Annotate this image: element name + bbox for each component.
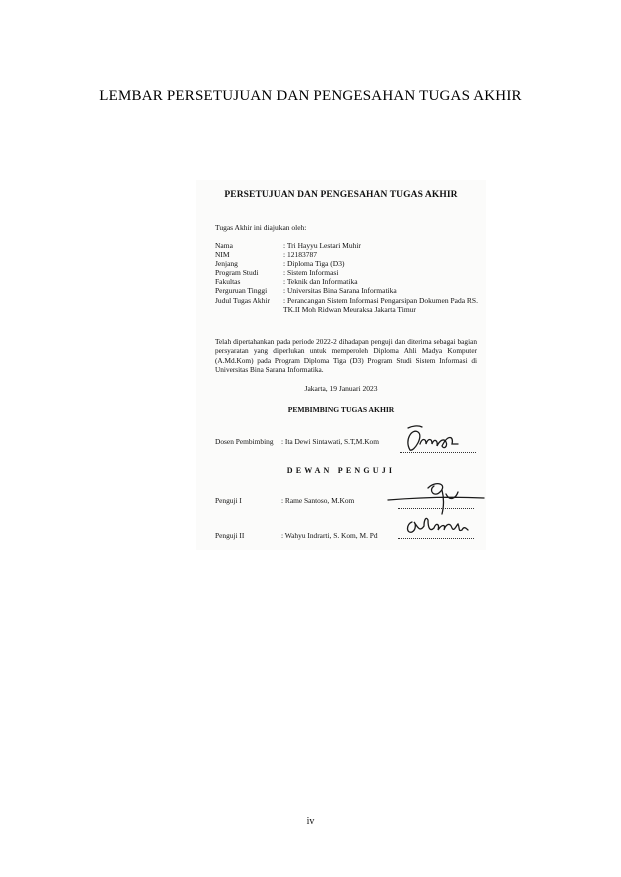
field-label: NIM <box>215 250 230 260</box>
advisor-value: : Ita Dewi Sintawati, S.T,M.Kom <box>281 437 379 446</box>
examiner-2-signature-icon <box>402 510 474 540</box>
page-heading: LEMBAR PERSETUJUAN DAN PENGESAHAN TUGAS AKHIR <box>99 88 522 104</box>
field-value: : 12183787 <box>283 250 317 260</box>
field-label: Perguruan Tinggi <box>215 286 268 296</box>
field-label: Nama <box>215 241 233 250</box>
page-number: iv <box>306 816 315 827</box>
examiner-label: Penguji II <box>215 531 245 540</box>
form-title: PERSETUJUAN DAN PENGESAHAN TUGAS AKHIR <box>224 190 458 200</box>
field-label: Jenjang <box>215 259 238 269</box>
field-value: : Universitas Bina Sarana Informatika <box>283 286 397 296</box>
field-label: Program Studi <box>215 268 259 278</box>
advisor-signature-line <box>400 452 476 453</box>
field-row-university <box>215 286 479 295</box>
examiner-value: : Wahyu Indrarti, S. Kom, M. Pd <box>281 531 378 540</box>
field-label: Judul Tugas Akhir <box>215 295 271 305</box>
field-label: Fakultas <box>215 277 241 287</box>
student-info-table <box>215 241 479 314</box>
examiner-value: : Rame Santoso, M.Kom <box>281 496 355 505</box>
examiner-2-signature-line <box>398 538 474 539</box>
advisor-label: Dosen Pembimbing <box>215 437 274 446</box>
advisor-signature-icon <box>400 422 464 460</box>
city-date: Jakarta, 19 Januari 2023 <box>304 384 378 393</box>
field-value: : Teknik dan Informatika <box>283 277 358 287</box>
examiner-heading: DEWAN PENGUJI <box>286 466 396 475</box>
advisor-row <box>215 437 431 446</box>
field-value: : Perancangan Sistem Informasi Pengarsipan Dokumen Pada RS. TK.II Moh Ridwan Meuraksa Jakarta Timur <box>283 295 478 314</box>
field-row-level <box>215 259 479 268</box>
advisor-heading: PEMBIMBING TUGAS AKHIR <box>287 405 395 414</box>
field-row-nim <box>215 250 479 259</box>
examiner-label: Penguji I <box>215 496 242 505</box>
approval-statement: Telah dipertahankan pada periode 2022-2 dihadapan penguji dan diterima sebagai bagian persyaratan yang diperlukan untuk memperoleh Diploma Ahli Madya Komputer (A.Md.Kom) pada Program Diploma Tiga (D3) Program Studi Sistem Informasi di Universitas Bina Sarana Informatika. <box>215 337 477 375</box>
field-row-name <box>215 241 479 250</box>
field-value: : Tri Hayyu Lestari Muhir <box>283 241 361 250</box>
field-row-faculty <box>215 277 479 286</box>
form-intro: Tugas Akhir ini diajukan oleh: <box>215 223 307 232</box>
field-row-thesis-title <box>215 296 479 315</box>
field-value: : Diploma Tiga (D3) <box>283 259 345 269</box>
field-row-study-program <box>215 268 479 277</box>
field-value: : Sistem Informasi <box>283 268 339 278</box>
examiner-1-signature-line <box>398 508 474 509</box>
